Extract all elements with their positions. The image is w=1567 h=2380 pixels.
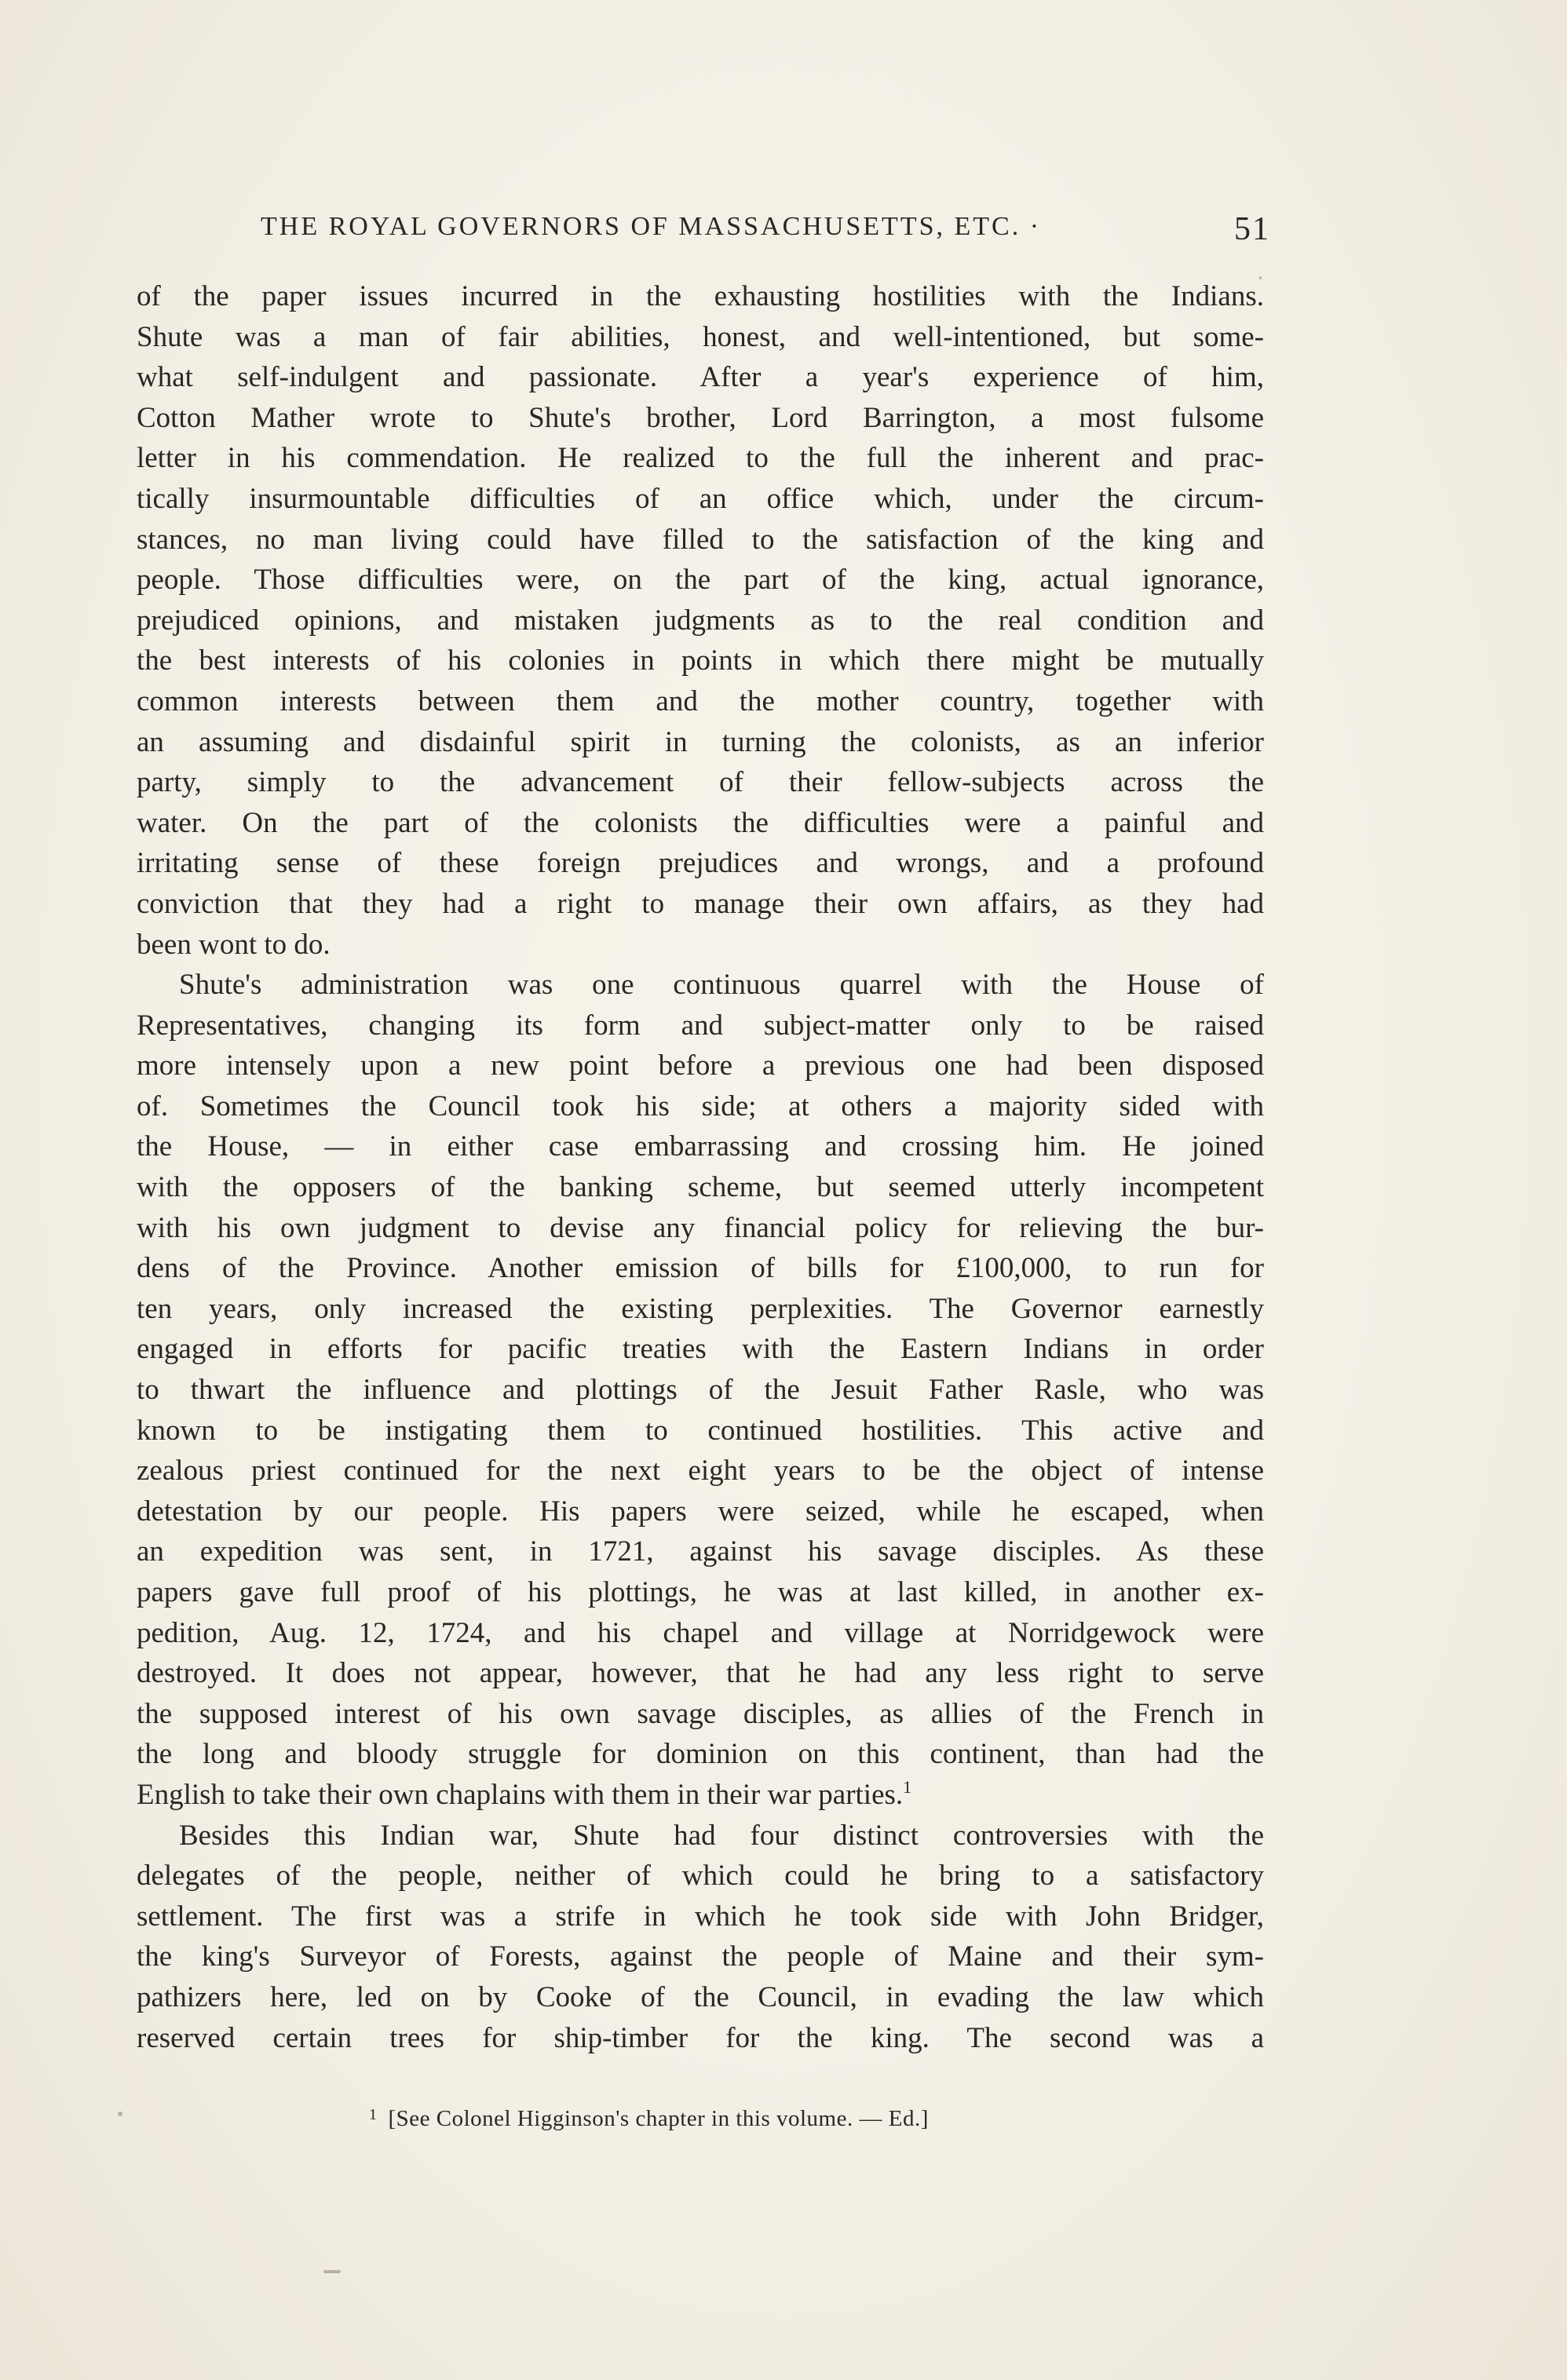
running-title: THE ROYAL GOVERNORS OF MASSACHUSETTS, ETC. ·: [261, 212, 1042, 241]
footnote: [369, 2106, 929, 2132]
text-line: more intensely upon a new point before a previous one had been disposed: [137, 1049, 1264, 1082]
text-line: water. On the part of the colonists the difficulties were a painful and: [137, 806, 1264, 839]
text-line: the king's Surveyor of Forests, against the people of Maine and their sym-: [137, 1940, 1264, 1973]
text-line: the long and bloody struggle for dominion on this continent, than had the: [137, 1738, 1264, 1771]
text-line: what self-indulgent and passionate. After a year's experience of him,: [137, 361, 1264, 394]
page-number: 51: [1234, 211, 1270, 247]
text-line: of the paper issues incurred in the exhausting hostilities with the Indians.: [137, 280, 1264, 312]
text-line: engaged in efforts for pacific treaties with the Eastern Indians in order: [137, 1333, 1264, 1366]
text-line: zealous priest continued for the next eight years to be the object of intense: [137, 1455, 1264, 1488]
text-line: party, simply to the advancement of their fellow-subjects across the: [137, 766, 1264, 799]
text-line: papers gave full proof of his plottings, he was at last killed, in another ex-: [137, 1576, 1264, 1608]
text-line: the House, — in either case embarrassing and crossing him. He joined: [137, 1130, 1264, 1163]
text-line: settlement. The first was a strife in which he took side with John Bridger,: [137, 1900, 1264, 1933]
text-line: to thwart the influence and plottings of the Jesuit Father Rasle, who was: [137, 1374, 1264, 1407]
text-line: Cotton Mather wrote to Shute's brother, Lord Barrington, a most fulsome: [137, 401, 1264, 434]
text-line: an assuming and disdainful spirit in turning the colonists, as an inferior: [137, 725, 1264, 758]
text-line: ten years, only increased the existing perplexities. The Governor earnestly: [137, 1292, 1264, 1325]
text-line-with-note: [137, 1775, 1264, 1816]
text-line: Shute was a man of fair abilities, honest, and well-intentioned, but some-: [137, 320, 1264, 353]
text-line: been wont to do.: [137, 928, 331, 961]
paragraph-start-line: Shute's administration was one continuous quarrel with the House of: [179, 969, 1264, 1002]
running-head: [261, 206, 1281, 253]
text-line: detestation by our people. His papers were seized, while he escaped, when: [137, 1495, 1264, 1528]
paragraph-start-line: Besides this Indian war, Shute had four distinct controversies with the: [179, 1819, 1264, 1852]
text-line: pedition, Aug. 12, 1724, and his chapel and village at Norridgewock were: [137, 1616, 1264, 1649]
text-line: the supposed interest of his own savage disciples, as allies of the French in: [137, 1697, 1264, 1730]
text-line: destroyed. It does not appear, however, that he had any less right to serve: [137, 1657, 1264, 1690]
text-line: the best interests of his colonies in points in which there might be mutually: [137, 644, 1264, 677]
text-line: with his own judgment to devise any financial policy for relieving the bur-: [137, 1211, 1264, 1244]
text-line: tically insurmountable difficulties of an office which, under the circum-: [137, 482, 1264, 515]
text-line: conviction that they had a right to manage their own affairs, as they had: [137, 887, 1264, 920]
text-line: English to take their own chaplains with them in their war parties.: [137, 1778, 904, 1811]
paper-speck: [323, 2270, 341, 2273]
text-line: of. Sometimes the Council took his side; at others a majority sided with: [137, 1090, 1264, 1122]
body-text: [137, 276, 1264, 2058]
footnote-text: [See Colonel Higginson's chapter in this volume. — Ed.]: [388, 2106, 929, 2131]
text-line: dens of the Province. Another emission of bills for £100,000, to run for: [137, 1252, 1264, 1285]
text-line: known to be instigating them to continued hostilities. This active and: [137, 1414, 1264, 1447]
footnote-marker: 1: [369, 2106, 378, 2123]
text-line: people. Those difficulties were, on the part of the king, actual ignorance,: [137, 564, 1264, 597]
footnote-reference: 1: [903, 1776, 912, 1797]
text-line: letter in his commendation. He realized to the full the inherent and prac-: [137, 442, 1264, 475]
paper-speck: [1259, 276, 1262, 279]
text-line: pathizers here, led on by Cooke of the Council, in evading the law which: [137, 1980, 1264, 2013]
text-line: Representatives, changing its form and subject-matter only to be raised: [137, 1009, 1264, 1042]
text-line: delegates of the people, neither of which could he bring to a satisfactory: [137, 1860, 1264, 1893]
text-line: prejudiced opinions, and mistaken judgments as to the real condition and: [137, 604, 1264, 637]
text-line: with the opposers of the banking scheme, but seemed utterly incompetent: [137, 1171, 1264, 1204]
text-line: stances, no man living could have filled to the satisfaction of the king and: [137, 523, 1264, 556]
text-line: an expedition was sent, in 1721, against his savage disciples. As these: [137, 1535, 1264, 1568]
text-line: irritating sense of these foreign prejudices and wrongs, and a profound: [137, 847, 1264, 880]
text-line: common interests between them and the mother country, together with: [137, 684, 1264, 717]
text-line: reserved certain trees for ship-timber for the king. The second was a: [137, 2021, 1264, 2054]
paper-speck: [118, 2112, 122, 2116]
